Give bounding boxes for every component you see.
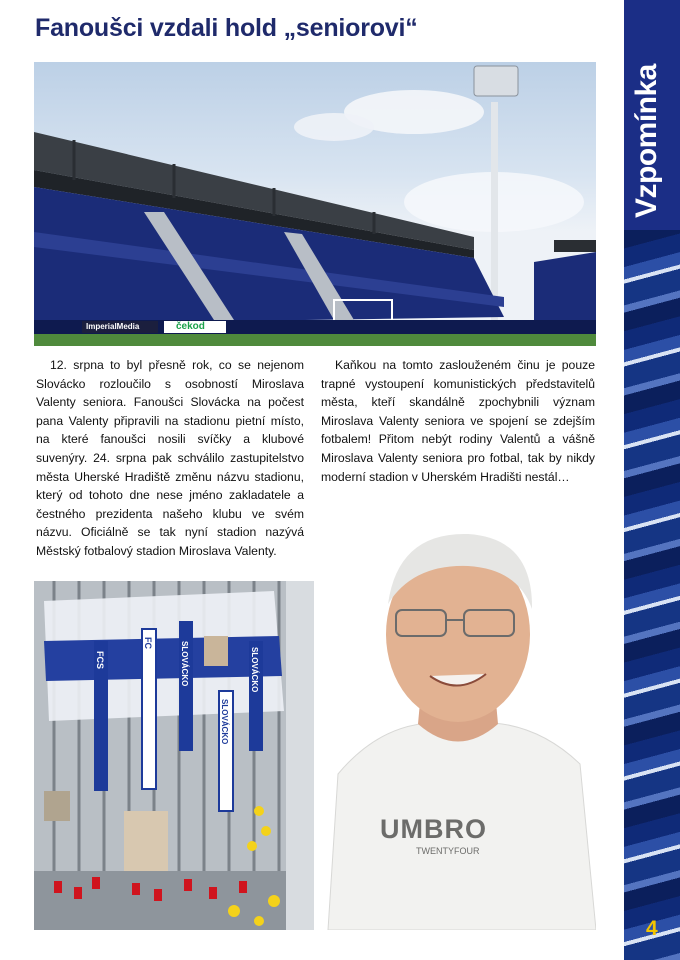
section-label: Vzpomínka — [630, 64, 663, 218]
scarf-text-fc: FC — [143, 637, 153, 649]
portrait-photo — [318, 524, 596, 930]
scarf-text-slovacko-1: SLOVÁCKO — [180, 641, 189, 687]
article-column-left: 12. srpna to byl přesně rok, co se nejenom Slovácko rozloučilo s osobností Miroslava Valenty seniora. Fanoušci Slovácka na počest pana Valenty připravili na stadionu pietní místo, na které fanoušci nosili svíčky a klubové suvenýry. 24. srpna pak schválilo zastupitelstvo města Uherské Hradiště změnu názvu stadionu, který od tohoto dne nese jméno zakladatele a čestného prezidenta našeho klubu ve svém názvu. Oficiálně se tak nyní stadion nazývá Městský fotbalový stadion Miroslava Valenty. — [36, 358, 304, 558]
page-number: 4 — [646, 917, 658, 940]
scarf-text-fcs: FCS — [95, 651, 105, 669]
article-title: Fanoušci vzdali hold „seniorovi“ — [35, 14, 418, 42]
shirt-brand-text: UMBRO — [380, 814, 487, 844]
article-column-right: Kaňkou na tomto zaslouženém činu je pouze trapné vystoupení komunistických představitelů města, kteří skandálně zpochybnili význam Miroslava Valenty seniora ve spojení se zdejším fotbalem! Přitom nebýt rodiny Valentů a vášně Miroslava Valenty seniora pro fotbal, tak by nikdy moderní stadion v Uherském Hradišti nestál… — [321, 358, 595, 484]
stadium-photo — [34, 62, 596, 346]
memorial-photo — [34, 581, 314, 930]
shirt-sub-text: TWENTYFOUR — [416, 846, 480, 856]
ad-banner-cekod: čekod — [176, 321, 205, 332]
ad-banner-imperialmedia: ImperialMedia — [86, 322, 140, 331]
scarf-text-slovacko-2: SLOVÁCKO — [220, 699, 229, 745]
sidebar-strip — [624, 0, 680, 960]
scarf-text-slovacko-3: SLOVÁCKO — [250, 647, 259, 693]
